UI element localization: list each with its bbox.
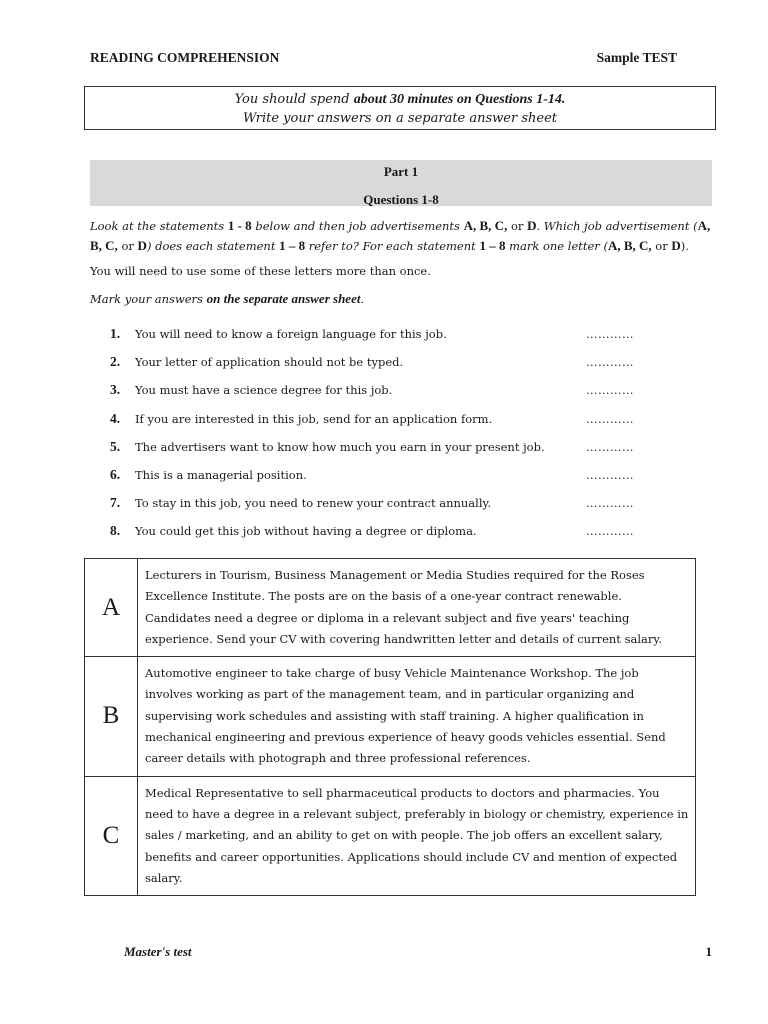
answer-blank: ………… [586, 467, 634, 482]
instructions-line-1-text: You should spend [234, 92, 354, 107]
directions-bold: A, B, C, [463, 218, 508, 233]
answer-blank: ………… [586, 524, 634, 539]
answer-blank: ………… [586, 439, 634, 454]
part-title: Part 1 [383, 164, 419, 179]
directions-bold: 1 – 8 [279, 238, 306, 253]
answer-blank: ………… [586, 327, 634, 341]
question-number: 6. [110, 466, 121, 482]
directions-bold: A, B, C, [90, 218, 711, 253]
directions-text: . Which job advertisement ( [536, 219, 698, 233]
page-number: 1 [705, 944, 712, 959]
directions-bold: D [137, 238, 147, 253]
part-heading [90, 160, 712, 206]
ad-letter: B [85, 657, 138, 776]
directions-text: ). [680, 239, 689, 253]
question-row [90, 354, 650, 382]
question-text: If you are interested in this job, send for an application form. [135, 411, 493, 426]
part-questions: Questions 1-8 [363, 192, 439, 207]
directions-bold: D [527, 218, 537, 233]
ad-letter: C [85, 776, 138, 895]
question-number: 3. [110, 382, 121, 398]
question-text: The advertisers want to know how much you earn in your present job. [135, 439, 545, 454]
directions-text: Look at the statements [90, 219, 228, 233]
ad-row [85, 559, 696, 657]
question-row [90, 326, 650, 354]
question-number: 5. [110, 438, 121, 454]
question-number: 7. [110, 495, 121, 511]
question-row [90, 439, 650, 467]
directions-bold: 1 – 8 [479, 238, 506, 253]
instructions-line-1-bold: about 30 minutes on Questions 1-14. [353, 92, 566, 107]
directions-text: ) does each statement [146, 239, 280, 253]
note-paragraph: You will need to use some of these letters more than once. [90, 264, 431, 278]
question-number: 4. [110, 410, 121, 426]
question-row [90, 495, 650, 523]
answer-blank: ………… [586, 383, 634, 398]
answer-blank: ………… [586, 496, 634, 511]
question-text: To stay in this job, you need to renew your contract annually. [135, 496, 492, 511]
ad-letter: A [85, 559, 138, 657]
question-text: You could get this job without having a degree or diploma. [135, 524, 477, 539]
ad-row [85, 657, 696, 776]
answer-blank: ………… [586, 411, 634, 426]
mark-paragraph [90, 289, 720, 309]
directions-text: below and then job advertisements [251, 219, 464, 233]
header-title: READING COMPREHENSION [90, 50, 280, 65]
question-row [90, 467, 650, 495]
directions-paragraph [90, 216, 720, 256]
question-number: 1. [110, 326, 121, 341]
directions-text: mark one letter ( [505, 239, 608, 253]
ad-text: Automotive engineer to take charge of busy Vehicle Maintenance Workshop. The job involves working as part of the management team, and in particular organizing and supervising work schedules and assisting with staff training. A higher qualification in mechanical engineering and previous experience of heavy goods vehicles essential. Send career details with photograph and three professional references. [138, 657, 696, 776]
footer-label: Master's test [124, 944, 192, 959]
instructions-box [84, 86, 716, 130]
question-text: You will need to know a foreign language for this job. [135, 327, 447, 341]
questions-list [90, 326, 650, 552]
mark-bold: on the separate answer sheet [206, 291, 361, 306]
instructions-line-1 [85, 90, 715, 109]
question-text: This is a managerial position. [135, 467, 307, 482]
question-number: 2. [110, 354, 121, 370]
ad-row [85, 776, 696, 895]
directions-text: or [507, 219, 528, 233]
question-number: 8. [110, 523, 121, 539]
question-text: Your letter of application should not be typed. [135, 355, 404, 370]
question-row [90, 523, 650, 551]
directions-text: or [117, 239, 138, 253]
question-row [90, 411, 650, 439]
directions-bold: A, B, C, [607, 238, 652, 253]
mark-post: . [360, 292, 365, 306]
directions-text: or [651, 239, 672, 253]
answer-blank: ………… [586, 355, 634, 370]
mark-text: Mark your answers [90, 292, 207, 306]
directions-text: refer to? For each statement [305, 239, 480, 253]
directions-bold: D [671, 238, 681, 253]
instructions-line-2: Write your answers on a separate answer sheet [242, 111, 557, 126]
ad-text: Medical Representative to sell pharmaceutical products to doctors and pharmacies. You need to have a degree in a relevant subject, preferably in biology or chemistry, experience in sales / marketing, and an ability to get on with people. The job offers an excellent salary, benefits and career opportunities. Applications should include CV and mention of expected salary. [138, 776, 696, 895]
directions-bold: 1 - 8 [227, 218, 252, 233]
header-label: Sample TEST [596, 50, 677, 65]
advertisements-table [84, 558, 696, 896]
question-row [90, 382, 650, 410]
question-text: You must have a science degree for this job. [135, 383, 393, 398]
ad-text: Lecturers in Tourism, Business Management or Media Studies required for the Roses Excellence Institute. The posts are on the basis of a one-year contract renewable. Candidates need a degree or diploma in a relevant subject and five years' teaching experience. Send your CV with covering handwritten letter and details of current salary. [138, 559, 696, 657]
